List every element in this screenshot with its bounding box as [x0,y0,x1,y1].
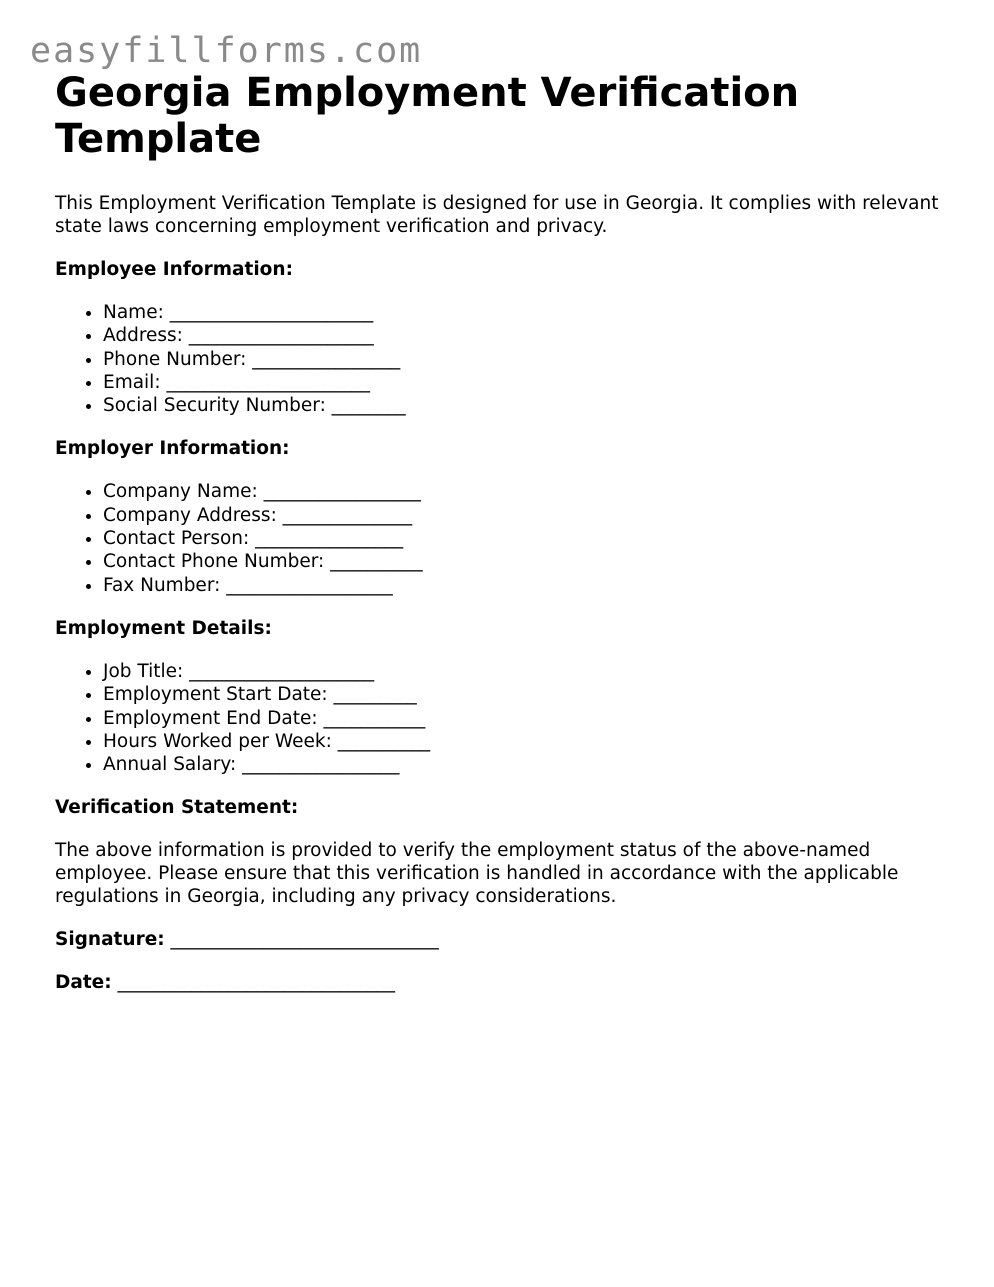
intro-paragraph: This Employment Verification Template is designed for use in Georgia. It complies with relevant state laws concerning employment verification and privacy. [55,193,939,237]
employment-field-list [55,660,955,776]
watermark-logo: easyfillforms.com [30,31,423,71]
employee-name-field: • Name: ______________________ [103,301,955,324]
employer-section-heading: Employer Information: [55,438,290,460]
employee-address-field: • Address: ____________________ [103,324,955,347]
fax-number-field: • Fax Number: __________________ [103,574,955,597]
employee-ssn-field: • Social Security Number: ________ [103,394,955,417]
employee-email-field: • Email: ______________________ [103,371,955,394]
company-name-field: • Company Name: _________________ [103,480,955,503]
date-label: Date: [55,972,112,994]
signature-label: Signature: [55,929,165,951]
company-address-field: • Company Address: ______________ [103,504,955,527]
date-line [55,971,955,994]
employment-section-heading: Employment Details: [55,617,272,639]
end-date-field: • Employment End Date: ___________ [103,707,955,730]
verification-statement: The above information is provided to verify the employment status of the above-named employee. Please ensure that this verification is handled in accordance with the applicable regulations in Georgia, including any privacy considerations. [55,840,899,908]
employer-field-list [55,480,955,596]
contact-phone-field: • Contact Phone Number: __________ [103,550,955,573]
employee-section-heading: Employee Information: [55,259,293,280]
signature-blank: _____________________________ [170,929,439,951]
hours-per-week-field: • Hours Worked per Week: __________ [103,730,955,753]
employee-phone-field: • Phone Number: ________________ [103,348,955,371]
job-title-field: • Job Title: ____________________ [103,660,955,683]
annual-salary-field: • Annual Salary: _________________ [103,753,955,776]
page-title: Georgia Employment Verification Template [55,70,800,162]
verification-section-heading: Verification Statement: [55,797,299,819]
signature-line [55,928,955,951]
document-body [55,70,955,994]
date-blank: ______________________________ [117,972,396,994]
contact-person-field: • Contact Person: ________________ [103,527,955,550]
start-date-field: • Employment Start Date: _________ [103,683,955,706]
employee-field-list [55,301,955,417]
